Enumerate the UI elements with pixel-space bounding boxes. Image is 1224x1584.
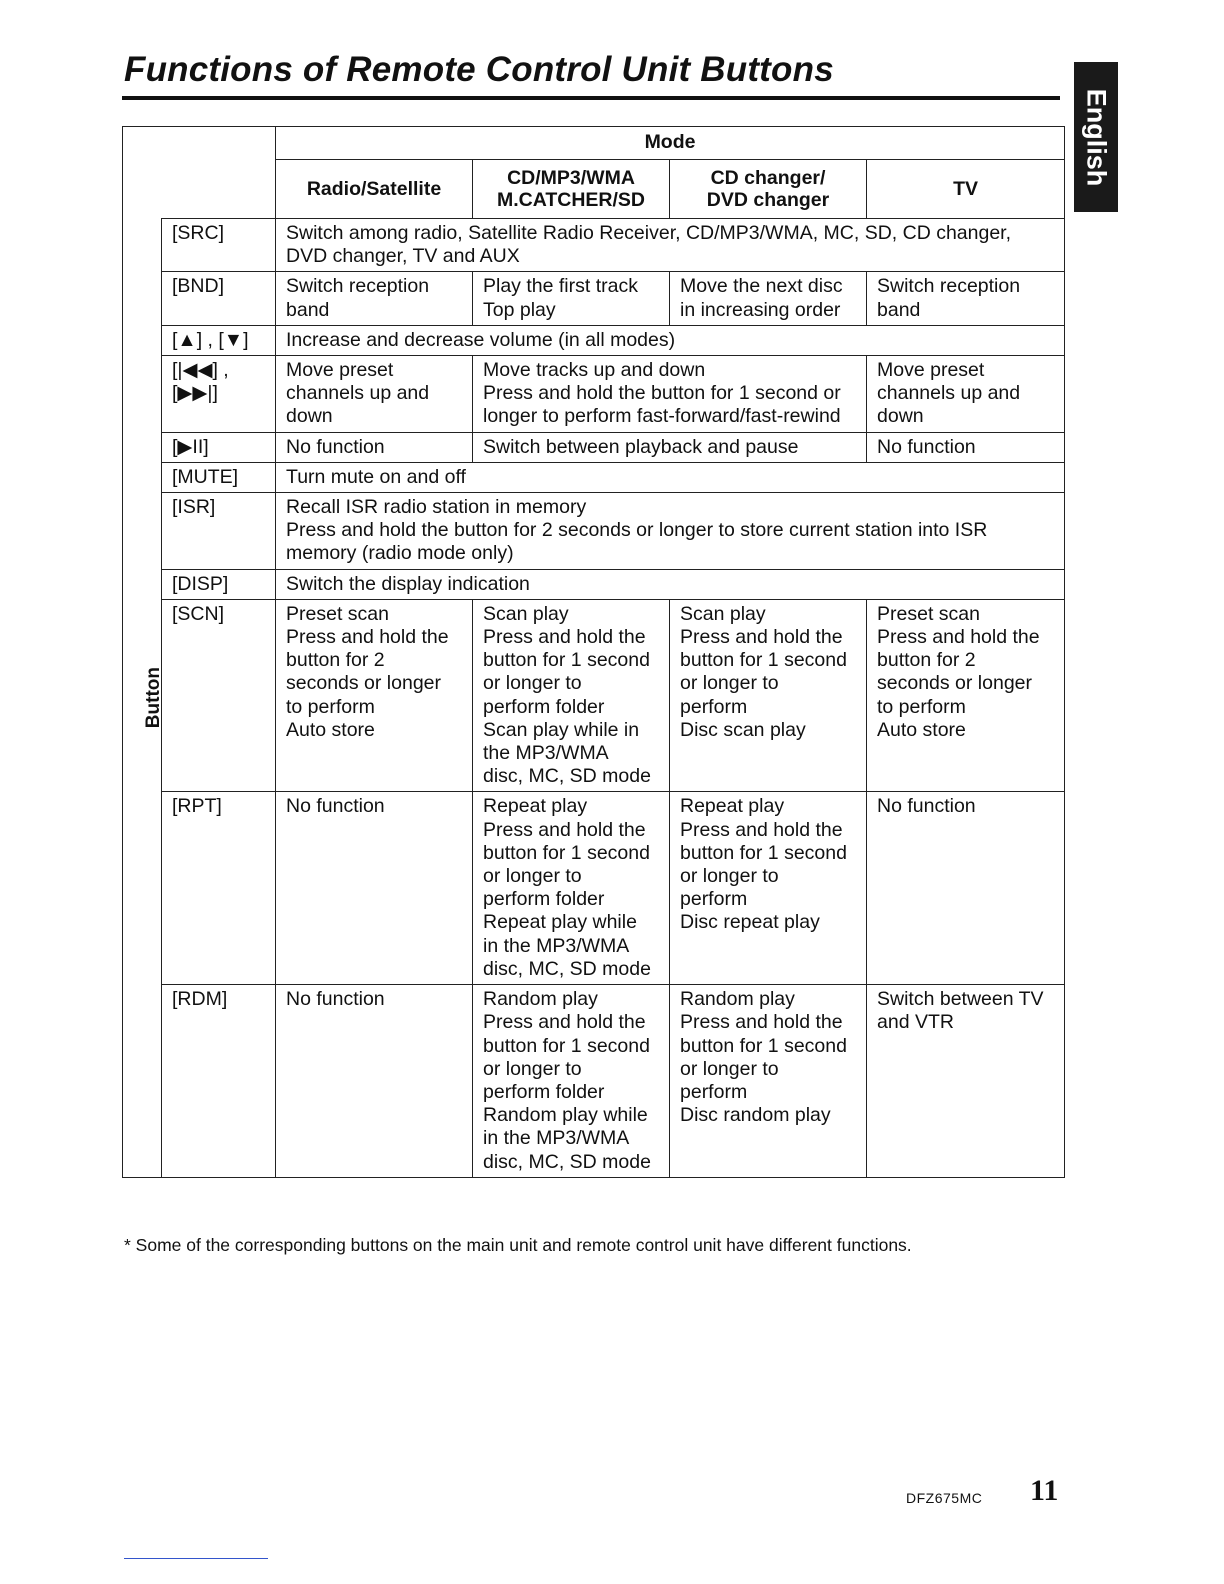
row-cell: No function (276, 432, 473, 462)
row-key: [SCN] (162, 599, 276, 792)
model-number: DFZ675MC (906, 1490, 983, 1506)
row-cell: Repeat play Press and hold the button for 1 second or longer to perform folder Repeat play while in the MP3/WMA disc, MC, SD mode (473, 792, 670, 985)
row-cell: Move preset channels up and down (276, 356, 473, 433)
row-cell: Recall ISR radio station in memory Press and hold the button for 2 seconds or longer to store current station into ISR memory (radio mode only) (276, 493, 1065, 570)
table-row (123, 325, 1065, 355)
row-key: [RPT] (162, 792, 276, 985)
button-functions-table (122, 126, 1065, 1178)
row-key: [▶II] (162, 432, 276, 462)
table-row (123, 493, 1065, 570)
row-cell: No function (867, 792, 1065, 985)
row-cell: Play the first track Top play (473, 272, 670, 325)
row-cell: Increase and decrease volume (in all modes) (276, 325, 1065, 355)
row-cell: Scan play Press and hold the button for 1 second or longer to perform folder Scan play while in the MP3/WMA disc, MC, SD mode (473, 599, 670, 792)
row-key: [|◀◀] , [▶▶|] (162, 356, 276, 433)
row-cell: Scan play Press and hold the button for 1 second or longer to perform Disc scan play (670, 599, 867, 792)
row-key: [DISP] (162, 569, 276, 599)
footnote: * Some of the corresponding buttons on the main unit and remote control unit have different functions. (124, 1235, 912, 1255)
table-row (123, 792, 1065, 985)
table-row (123, 432, 1065, 462)
language-tab (1074, 62, 1118, 212)
table-row (123, 272, 1065, 325)
table-row (123, 356, 1065, 433)
row-key: [ISR] (162, 493, 276, 570)
row-cell: Preset scan Press and hold the button for 2 seconds or longer to perform Auto store (867, 599, 1065, 792)
row-cell: Move tracks up and down Press and hold the button for 1 second or longer to perform fast-forward/fast-rewind (473, 356, 867, 433)
table-row (123, 599, 1065, 792)
table-row (123, 462, 1065, 492)
row-cell: Switch reception band (867, 272, 1065, 325)
row-cell: Random play Press and hold the button for 1 second or longer to perform Disc random play (670, 985, 867, 1178)
row-cell: Switch reception band (276, 272, 473, 325)
row-cell: Move preset channels up and down (867, 356, 1065, 433)
row-cell: Turn mute on and off (276, 462, 1065, 492)
page-number: 11 (1030, 1474, 1059, 1507)
row-cell: Switch among radio, Satellite Radio Receiver, CD/MP3/WMA, MC, SD, CD changer, DVD changer, TV and AUX (276, 219, 1065, 272)
table-row (123, 985, 1065, 1178)
row-key: [RDM] (162, 985, 276, 1178)
row-key: [MUTE] (162, 462, 276, 492)
table-row (123, 569, 1065, 599)
mode-header: Mode (276, 127, 1065, 160)
link-underline (124, 1558, 268, 1559)
row-key: [SRC] (162, 219, 276, 272)
row-cell: No function (276, 985, 473, 1178)
row-cell: Preset scan Press and hold the button for 2 seconds or longer to perform Auto store (276, 599, 473, 792)
title-rule (122, 96, 1060, 100)
table-corner (123, 127, 276, 219)
col-header-cd: CD/MP3/WMA M.CATCHER/SD (473, 160, 670, 219)
row-cell: Switch the display indication (276, 569, 1065, 599)
row-cell: No function (276, 792, 473, 985)
row-cell: Switch between playback and pause (473, 432, 867, 462)
col-header-changer: CD changer/ DVD changer (670, 160, 867, 219)
table-row (123, 219, 1065, 272)
button-group-label (123, 219, 162, 1178)
language-tab-label: English (1081, 88, 1112, 186)
row-key: [▲] , [▼] (162, 325, 276, 355)
row-cell: Random play Press and hold the button for 1 second or longer to perform folder Random play while in the MP3/WMA disc, MC, SD mode (473, 985, 670, 1178)
row-cell: No function (867, 432, 1065, 462)
button-group-text: Button (143, 667, 164, 729)
row-key: [BND] (162, 272, 276, 325)
col-header-tv: TV (867, 160, 1065, 219)
row-cell: Move the next disc in increasing order (670, 272, 867, 325)
row-cell: Switch between TV and VTR (867, 985, 1065, 1178)
col-header-radio: Radio/Satellite (276, 160, 473, 219)
page-title: Functions of Remote Control Unit Buttons (124, 50, 834, 89)
row-cell: Repeat play Press and hold the button for 1 second or longer to perform Disc repeat play (670, 792, 867, 985)
